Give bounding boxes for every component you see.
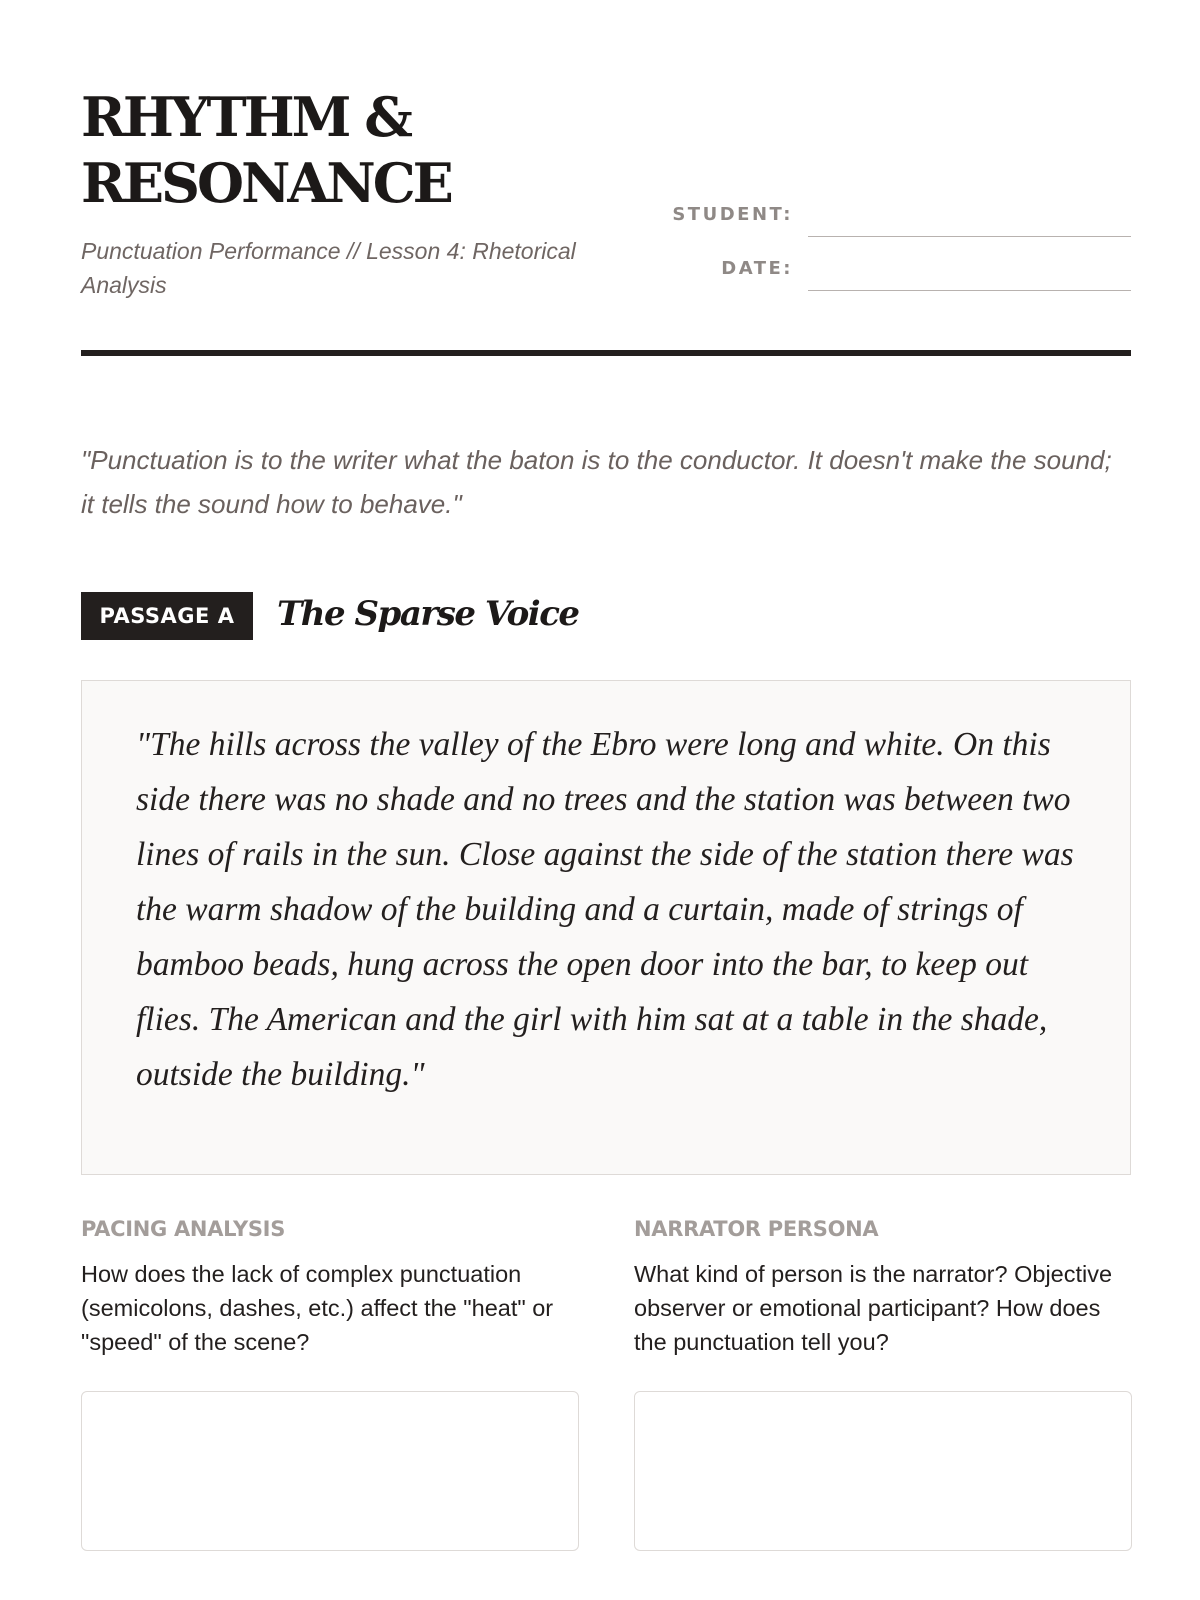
question-heading: NARRATOR PERSONA: [634, 1217, 879, 1241]
student-field[interactable]: [664, 204, 1131, 258]
answer-box-pacing-analysis[interactable]: [81, 1391, 579, 1551]
worksheet-subtitle: Punctuation Performance // Lesson 4: Rhetorical Analysis: [81, 238, 576, 298]
answer-box-narrator-persona[interactable]: [634, 1391, 1132, 1551]
title-line-2: RESONANCE: [81, 151, 451, 215]
question-pacing-analysis: [81, 1217, 578, 1359]
student-name-line[interactable]: [808, 236, 1131, 237]
title-line-1: RHYTHM &: [81, 85, 410, 149]
title-block: [81, 84, 641, 302]
passage-title: The Sparse Voice: [277, 594, 579, 634]
question-narrator-persona: [634, 1217, 1131, 1359]
worksheet-page: [81, 0, 1131, 1600]
date-line[interactable]: [808, 290, 1131, 291]
question-heading: PACING ANALYSIS: [81, 1217, 286, 1241]
epigraph-quote: "Punctuation is to the writer what the baton is to the conductor. It doesn't make the sound; it tells the sound how to behave.": [81, 445, 1112, 519]
question-prompt: What kind of person is the narrator? Objective observer or emotional participant? How does the punctuation tell you?: [634, 1261, 1113, 1355]
worksheet-title: [81, 84, 641, 216]
student-label: STUDENT:: [672, 204, 793, 225]
question-prompt: How does the lack of complex punctuation (semicolons, dashes, etc.) affect the "heat" or "speed" of the scene?: [81, 1261, 554, 1355]
passage-box: [81, 680, 1131, 1175]
header-divider: [81, 350, 1131, 356]
passage-header: [81, 592, 1131, 640]
date-field[interactable]: [664, 258, 1131, 312]
date-label: DATE:: [721, 258, 793, 279]
worksheet-header: [81, 84, 1131, 358]
passage-badge: PASSAGE A: [81, 592, 253, 640]
student-fields: [664, 204, 1131, 312]
passage-text: "The hills across the valley of the Ebro were long and white. On this side there was no shade and no trees and the station was between two lines of rails in the sun. Close against the side of the station there was the warm shadow of the building and a curtain, made of strings of bamboo beads, hung across the open door into the bar, to keep out flies. The American and the girl with him sat at a table in the shade, outside the building.": [136, 726, 1074, 1093]
